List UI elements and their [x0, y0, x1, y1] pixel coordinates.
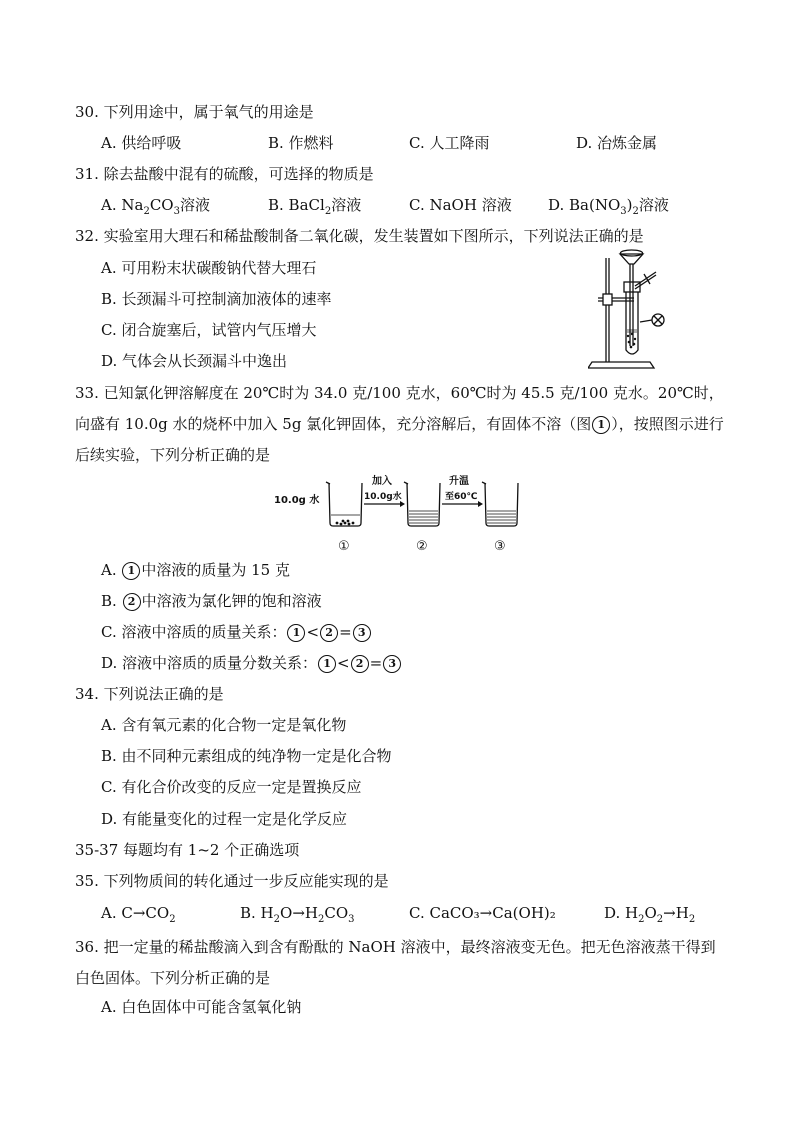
q32-option-b: B. 长颈漏斗可控制滴加液体的速率 — [101, 290, 332, 308]
q33-option-c: C. 溶液中溶质的质量关系： 1 < 2 = 3 — [101, 621, 372, 643]
q32-stem: 32. 实验室用大理石和稀盐酸制备二氧化碳，发生装置如下图所示，下列说法正确的是 — [75, 227, 644, 245]
q33-option-a: A. 1 中溶液的质量为 15 克 — [101, 561, 290, 579]
q31-option-d: D. $Ba(NO_3)_2$溶液 — [548, 196, 669, 217]
q32-option-a: A. 可用粉末状碳酸钠代替大理石 — [101, 259, 317, 277]
q30-option-c: C. 人工降雨 — [409, 134, 490, 152]
q31-option-a: A. $Na_2CO_3$溶液 — [101, 196, 210, 217]
q35-stem: 35. 下列物质间的转化通过一步反应能实现的是 — [75, 872, 389, 890]
q32-option-d: D. 气体会从长颈漏斗中逸出 — [101, 352, 288, 370]
beaker-3-label: ③ — [494, 539, 506, 553]
q30-option-b: B. 作燃料 — [268, 134, 334, 152]
beaker-2-label: ② — [416, 539, 428, 553]
q31-option-b: B. BaCl$_2$溶液 — [268, 196, 362, 217]
circle-label: 1 — [592, 416, 610, 434]
q32-option-c: C. 闭合旋塞后，试管内气压增大 — [101, 321, 317, 339]
q36-stem: 36. 把一定量的稀盐酸滴入到含有酚酞的 NaOH 溶液中，最终溶液变无色。把无色溶液蒸干得到白色固体。下列分析正确的是 — [75, 938, 716, 987]
q33-stem: 33. 已知氯化钾溶解度在 20℃时为 34.0 克/100 克水，60℃时为 45.5 克/100 克水。20℃时，向盛有 10.0g 水的烧杯中加入 5g 氯化钾固体，充分溶解后，有固体不溶（图 1 ），按照图示进行后续实验，下列分析正确的是 — [75, 384, 724, 464]
q31-option-c: C. NaOH 溶液 — [409, 196, 512, 214]
beaker-3 — [482, 482, 518, 526]
q36-option-a: A. 白色固体中可能含氢氧化钠 — [101, 998, 302, 1016]
q30-option-a: A. 供给呼吸 — [101, 134, 182, 152]
q34-option-d: D. 有能量变化的过程一定是化学反应 — [101, 810, 348, 828]
svg-text:至60℃: 至60℃ — [445, 492, 478, 502]
q33-option-d: D. 溶液中溶质的质量分数关系： 1 < 2 = 3 — [101, 652, 402, 674]
water-label: 10.0g 水 — [274, 495, 320, 506]
q34-option-a: A. 含有氧元素的化合物一定是氧化物 — [101, 716, 347, 734]
beaker-2 — [404, 482, 440, 526]
q35-option-b: B. $H_2O\to H_2CO_3$ — [240, 904, 355, 925]
q30-option-d: D. 冶炼金属 — [576, 134, 658, 152]
q33-option-b: B. 2 中溶液为氯化钾的饱和溶液 — [101, 592, 322, 610]
q35-option-a: A. $C\to CO_2$ — [101, 904, 176, 925]
section-note: 35-37 每题均有 1~2 个正确选项 — [75, 841, 300, 859]
svg-text:升温: 升温 — [449, 476, 469, 487]
q35-option-c: C. CaCO₃→Ca(OH)₂ — [409, 904, 556, 922]
beaker-1-label: ① — [338, 539, 350, 553]
gas-generator-apparatus-figure — [588, 246, 678, 372]
dissolution-beaker-figure — [274, 473, 524, 553]
beaker-1 — [326, 482, 362, 526]
q30-stem: 30. 下列用途中，属于氧气的用途是 — [75, 103, 314, 121]
q31-stem: 31. 除去盐酸中混有的硫酸，可选择的物质是 — [75, 165, 374, 183]
svg-text:加入: 加入 — [372, 476, 392, 487]
q34-option-b: B. 由不同种元素组成的纯净物一定是化合物 — [101, 747, 392, 765]
q34-option-c: C. 有化合价改变的反应一定是置换反应 — [101, 778, 362, 796]
svg-text:10.0g水: 10.0g水 — [364, 492, 402, 502]
q35-option-d: D. $H_2O_2\to H_2$ — [604, 904, 696, 925]
q34-stem: 34. 下列说法正确的是 — [75, 685, 224, 703]
